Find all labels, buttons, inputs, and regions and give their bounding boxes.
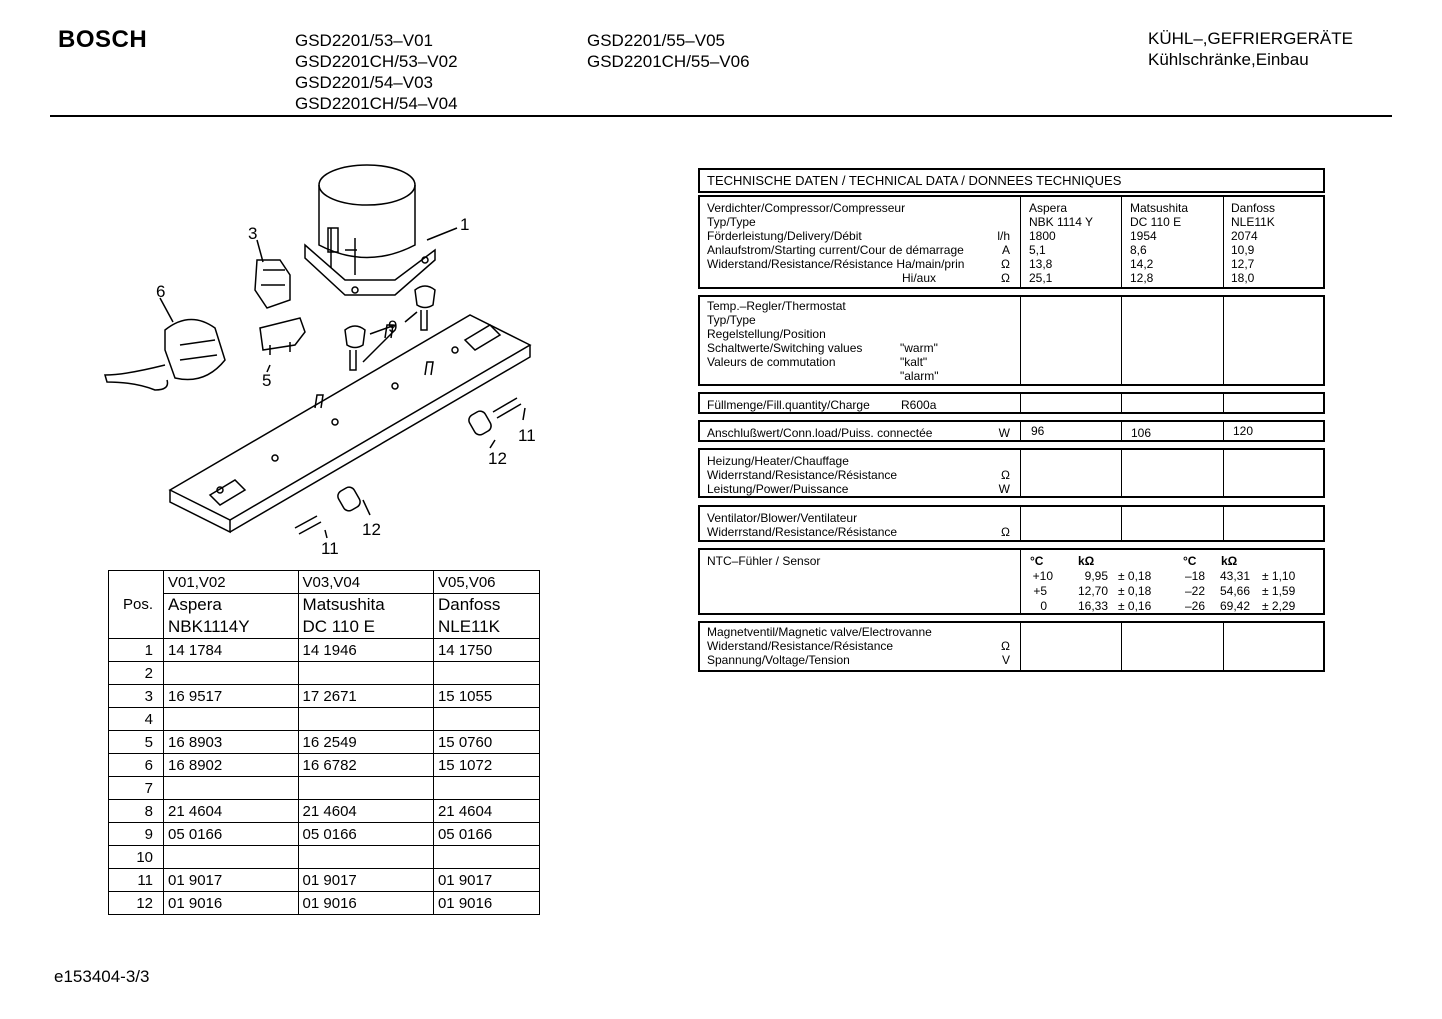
- pos-cell: 10: [109, 846, 164, 869]
- ntc-header-k: kΩ: [1221, 554, 1238, 568]
- value: 1954: [1130, 229, 1157, 243]
- value: Aspera: [1029, 201, 1068, 215]
- unit: l/h: [997, 229, 1010, 243]
- header-rule: [50, 115, 1392, 117]
- part-number: 16 8903: [164, 731, 299, 754]
- compressor-units: [990, 229, 1010, 285]
- table-row: [109, 639, 540, 662]
- category-line: Kühlschränke,Einbau: [1148, 50, 1309, 69]
- compressor-col-danfoss: [1231, 201, 1275, 285]
- part-number: 17 2671: [298, 685, 433, 708]
- variant-header: V05,V06: [433, 571, 539, 594]
- row-label: Schaltwerte/Switching values: [707, 341, 863, 355]
- table-row: [109, 662, 540, 685]
- callout-11: 11: [321, 539, 339, 558]
- variant-header: V03,V04: [298, 571, 433, 594]
- row-label: Förderleistung/Delivery/Débit: [707, 229, 862, 243]
- row-label: Typ/Type: [707, 215, 756, 229]
- compressor-col-aspera: [1029, 201, 1093, 285]
- row-label: Spannung/Voltage/Tension: [707, 653, 850, 667]
- refrigerant: R600a: [901, 398, 937, 412]
- pos-cell: 4: [109, 708, 164, 731]
- part-number: [298, 846, 433, 869]
- compressor-header: NLE11K: [433, 616, 539, 639]
- row-label: Valeurs de commutation: [707, 355, 836, 369]
- part-number: 21 4604: [433, 800, 539, 823]
- table-row: [109, 823, 540, 846]
- row-label: Anlaufstrom/Starting current/Cour de démarrage: [707, 243, 964, 257]
- ntc-header-c: °C: [1030, 554, 1044, 568]
- valve-labels: [707, 625, 932, 667]
- table-row: [109, 800, 540, 823]
- value: DC 110 E: [1130, 215, 1182, 229]
- callout-11: 11: [518, 426, 536, 445]
- blower-labels: [707, 511, 897, 539]
- table-row: [109, 685, 540, 708]
- value: 25,1: [1029, 271, 1053, 285]
- ntc-resistance: 54,66: [1220, 584, 1251, 598]
- thermostat-labels: [707, 299, 862, 369]
- category-line: KÜHL–,GEFRIERGERÄTE: [1148, 29, 1353, 48]
- table-row: [109, 777, 540, 800]
- brand-logo: BOSCH: [58, 26, 148, 53]
- part-number: 05 0166: [433, 823, 539, 846]
- ntc-temp: –26: [1184, 599, 1205, 613]
- pos-cell: 7: [109, 777, 164, 800]
- thermostat-block: [698, 295, 1325, 386]
- row-label: Temp.–Regler/Thermostat: [707, 299, 846, 313]
- compressor-col-matsushita: [1130, 201, 1188, 285]
- unit: A: [1001, 243, 1010, 257]
- part-number: [164, 662, 299, 685]
- value: Matsushita: [1130, 201, 1189, 215]
- mounting-rail: [170, 315, 530, 532]
- value: 18,0: [1231, 271, 1255, 285]
- part-number: 21 4604: [298, 800, 433, 823]
- part-number: 15 0760: [433, 731, 539, 754]
- ntc-tolerance: ± 1,59: [1262, 584, 1296, 598]
- table-row: [109, 846, 540, 869]
- part-number: 14 1946: [298, 639, 433, 662]
- unit: W: [998, 426, 1010, 440]
- callout-12: 12: [488, 449, 507, 468]
- part-number: [433, 777, 539, 800]
- unit: Ω: [1001, 639, 1010, 653]
- state: "alarm": [900, 369, 939, 383]
- ntc-tolerance: ± 0,16: [1118, 599, 1152, 613]
- pos-header-label: Pos.: [109, 594, 164, 617]
- value: 14,2: [1130, 257, 1154, 271]
- value: Danfoss: [1231, 201, 1276, 215]
- part-number: [433, 708, 539, 731]
- brand-header: Danfoss: [433, 594, 539, 617]
- row-label: Ventilator/Blower/Ventilateur: [707, 511, 858, 525]
- part-number: [164, 846, 299, 869]
- ntc-temp: –22: [1184, 584, 1205, 598]
- ntc-resistance: 16,33: [1077, 599, 1108, 613]
- unit: Ω: [1001, 271, 1010, 285]
- unit: Ω: [1001, 525, 1010, 539]
- part-number: 16 2549: [298, 731, 433, 754]
- callout-3: 3: [248, 224, 258, 243]
- pos-cell: 1: [109, 639, 164, 662]
- table-row: [109, 708, 540, 731]
- row-label: Typ/Type: [707, 313, 756, 327]
- blower-block: [698, 505, 1325, 542]
- row-label: Magnetventil/Magnetic valve/Electrovanne: [707, 625, 932, 639]
- thermostat-states: [900, 341, 939, 383]
- compressor-header: DC 110 E: [298, 616, 433, 639]
- part-number: [298, 662, 433, 685]
- model-list-2: [587, 30, 750, 72]
- compressor-labels: [707, 201, 964, 285]
- tech-title-box: [698, 168, 1325, 193]
- part-number: [298, 708, 433, 731]
- row-label: Verdichter/Compressor/Compresseur: [707, 201, 906, 215]
- value: 10,9: [1231, 243, 1255, 257]
- brand-header: Matsushita: [298, 594, 433, 617]
- table-row: [109, 731, 540, 754]
- part-number: [164, 708, 299, 731]
- ntc-block: [698, 548, 1325, 615]
- parts-table: [108, 570, 540, 915]
- part-number: 01 9017: [298, 869, 433, 892]
- pos-header-cell: [109, 616, 164, 639]
- value: 5,1: [1029, 243, 1046, 257]
- model-list-1: [295, 30, 458, 114]
- ntc-temp: –18: [1184, 569, 1205, 583]
- fill-label: Füllmenge/Fill.quantity/Charge: [707, 398, 870, 412]
- callout-1: 1: [460, 215, 470, 234]
- model-number: GSD2201/55–V05: [587, 31, 725, 50]
- load-label: Anschlußwert/Conn.load/Puiss. connectée: [707, 426, 933, 440]
- ntc-resistance: 69,42: [1220, 599, 1251, 613]
- load-block: [698, 420, 1325, 442]
- row-label: Heizung/Heater/Chauffage: [707, 454, 849, 468]
- table-row: [109, 869, 540, 892]
- part-number: 16 9517: [164, 685, 299, 708]
- part-number: 14 1750: [433, 639, 539, 662]
- state: "kalt": [900, 355, 928, 369]
- load-value: 96: [1031, 424, 1045, 438]
- part-number: 15 1072: [433, 754, 539, 777]
- part-number: 01 9017: [164, 869, 299, 892]
- valve-units: [990, 639, 1010, 667]
- load-value: 106: [1131, 426, 1152, 440]
- pos-cell: 5: [109, 731, 164, 754]
- value: NBK 1114 Y: [1029, 215, 1094, 229]
- tech-title: TECHNISCHE DATEN / TECHNICAL DATA / DONNEES TECHNIQUES: [707, 173, 1122, 188]
- part-number: [433, 846, 539, 869]
- callout-9: 9: [388, 317, 398, 336]
- heater-block: [698, 448, 1325, 498]
- row-label: Hi/aux: [902, 271, 937, 285]
- row-label: Widerstand/Resistance/Résistance: [707, 639, 894, 653]
- unit: V: [1001, 653, 1010, 667]
- callout-6: 6: [156, 282, 166, 301]
- model-number: GSD2201/53–V01: [295, 31, 433, 50]
- ntc-tolerance: ± 1,10: [1262, 569, 1296, 583]
- ntc-header-k: kΩ: [1078, 554, 1095, 568]
- unit: W: [998, 482, 1010, 496]
- ntc-resistance: 43,31: [1220, 569, 1251, 583]
- ntc-tolerance: ± 0,18: [1118, 569, 1152, 583]
- part-number: 16 8902: [164, 754, 299, 777]
- ntc-label: NTC–Fühler / Sensor: [707, 554, 821, 568]
- part-number: 16 6782: [298, 754, 433, 777]
- ntc-resistance: 12,70: [1077, 584, 1108, 598]
- part-number: [433, 662, 539, 685]
- part-number: 21 4604: [164, 800, 299, 823]
- pos-cell: 9: [109, 823, 164, 846]
- callout-12: 12: [362, 520, 381, 539]
- value: 1800: [1029, 229, 1056, 243]
- value: 12,7: [1231, 257, 1255, 271]
- pos-cell: 2: [109, 662, 164, 685]
- pos-cell: 8: [109, 800, 164, 823]
- fill-block: [698, 392, 1325, 414]
- value: 13,8: [1029, 257, 1053, 271]
- row-label: Widerrstand/Resistance/Résistance: [707, 525, 898, 539]
- row-label: Leistung/Power/Puissance: [707, 482, 849, 496]
- table-row: [109, 754, 540, 777]
- part-number: 01 9016: [433, 892, 539, 915]
- heater-units: [990, 468, 1010, 496]
- part-number: [298, 777, 433, 800]
- value: 2074: [1231, 229, 1258, 243]
- category: [1148, 28, 1353, 70]
- model-number: GSD2201/54–V03: [295, 73, 433, 92]
- unit: Ω: [1001, 257, 1010, 271]
- compressor-drawing: [305, 165, 435, 295]
- value: NLE11K: [1231, 215, 1275, 229]
- part-number: 05 0166: [298, 823, 433, 846]
- document-id: e153404-3/3: [54, 967, 150, 986]
- table-row: [109, 892, 540, 915]
- row-label: Widerstand/Resistance/Résistance Ha/main/prin: [707, 257, 965, 271]
- unit: Ω: [1001, 468, 1010, 482]
- value: 12,8: [1130, 271, 1154, 285]
- ntc-temp: 0: [1040, 599, 1047, 613]
- part-number: 14 1784: [164, 639, 299, 662]
- compressor-header: NBK1114Y: [164, 616, 299, 639]
- pos-header-cell: [109, 571, 164, 594]
- model-number: GSD2201CH/54–V04: [295, 94, 458, 113]
- brand-header: Aspera: [164, 594, 299, 617]
- value: 8,6: [1130, 243, 1147, 257]
- ntc-temp: +10: [1032, 569, 1053, 583]
- state: "warm": [900, 341, 938, 355]
- callout-5: 5: [262, 371, 272, 390]
- part-number: [164, 777, 299, 800]
- part-number: 01 9016: [164, 892, 299, 915]
- pos-cell: 3: [109, 685, 164, 708]
- heater-labels: [707, 454, 897, 496]
- exploded-diagram: [95, 150, 555, 560]
- compressor-block: [698, 195, 1325, 289]
- load-value: 120: [1233, 424, 1254, 438]
- valve-block: [698, 621, 1325, 672]
- ntc-tolerance: ± 2,29: [1262, 599, 1296, 613]
- part-number: 01 9017: [433, 869, 539, 892]
- ntc-resistance: 9,95: [1084, 569, 1108, 583]
- ntc-temp: +5: [1033, 584, 1047, 598]
- pos-cell: 6: [109, 754, 164, 777]
- part-number: 15 1055: [433, 685, 539, 708]
- ntc-header-c: °C: [1183, 554, 1197, 568]
- model-number: GSD2201CH/55–V06: [587, 52, 750, 71]
- part-number: 01 9016: [298, 892, 433, 915]
- ntc-tolerance: ± 0,18: [1118, 584, 1152, 598]
- part-number: 05 0166: [164, 823, 299, 846]
- variant-header: V01,V02: [164, 571, 299, 594]
- row-label: Widerrstand/Resistance/Résistance: [707, 468, 898, 482]
- pos-cell: 12: [109, 892, 164, 915]
- row-label: Regelstellung/Position: [707, 327, 826, 341]
- pos-cell: 11: [109, 869, 164, 892]
- model-number: GSD2201CH/53–V02: [295, 52, 458, 71]
